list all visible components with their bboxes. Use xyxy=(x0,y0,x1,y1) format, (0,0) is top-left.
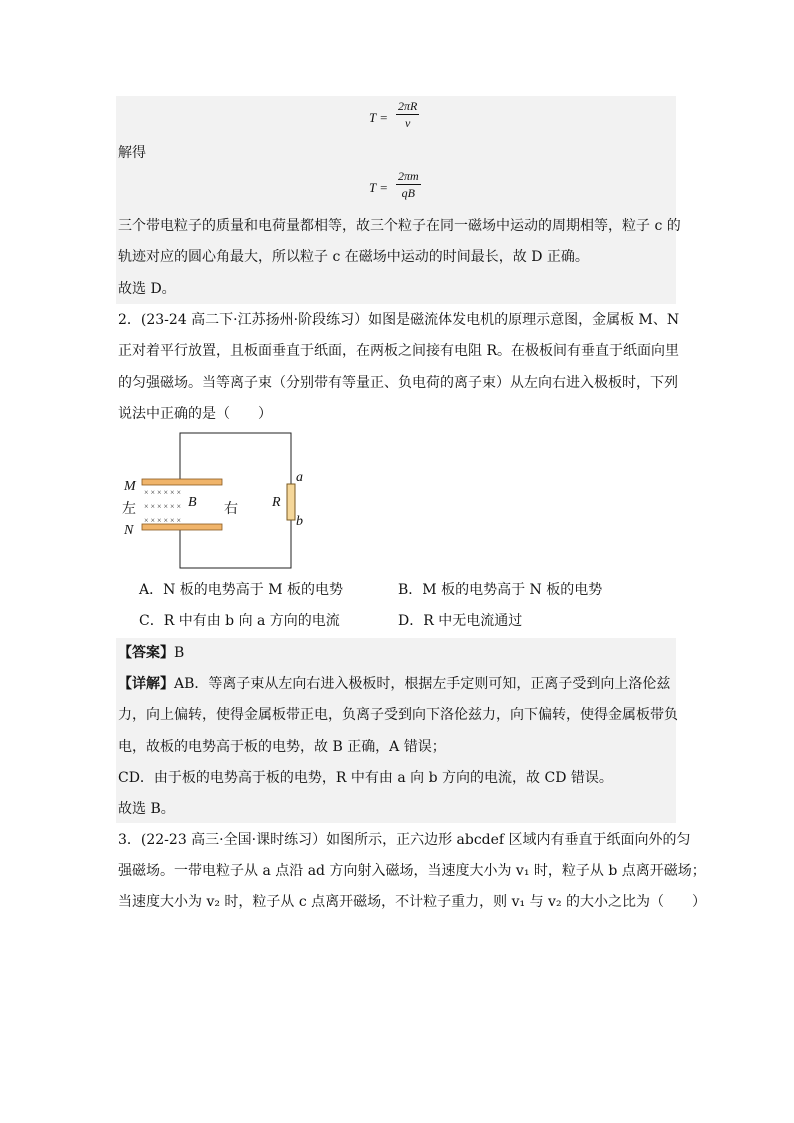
label-B: B xyxy=(188,495,197,510)
field-cross-row-1: × × × × × × xyxy=(144,488,182,497)
question-2-line-4: 说法中正确的是（ ） xyxy=(118,406,272,422)
option-D[interactable]: D．R 中无电流通过 xyxy=(398,613,523,629)
question-2-line-1: 2．(23-24 高二下·江苏扬州·阶段练习）如图是磁流体发电机的原理示意图，金属板 M、N xyxy=(118,312,680,328)
formula-period-result-fraction xyxy=(396,169,421,201)
fraction-numerator: 2πm xyxy=(398,169,419,183)
detail-tag: 【详解】 xyxy=(118,676,174,692)
answer-value: B xyxy=(174,645,185,661)
solution-paragraph-line-1: 三个带电粒子的质量和电荷量都相等，故三个粒子在同一磁场中运动的周期相等，粒子 c 的 xyxy=(118,218,681,234)
fraction-numerator: 2πR xyxy=(398,99,418,113)
field-cross-row-3: × × × × × × xyxy=(144,516,182,525)
solution-conclusion: 故选 D。 xyxy=(118,281,176,297)
mhd-generator-figure xyxy=(118,428,318,570)
formula-period-fraction xyxy=(396,99,419,131)
detail-line-2: 力，向上偏转，使得金属板带正电，负离子受到向下洛伦兹力，向下偏转，使得金属板带负 xyxy=(118,707,678,723)
fraction-denominator: v xyxy=(405,116,411,130)
label-R: R xyxy=(272,495,281,510)
detail-text-1: AB．等离子束从左向右进入极板时，根据左手定则可知，正离子受到向上洛伦兹 xyxy=(174,676,671,692)
answer-tag: 【答案】 xyxy=(118,645,174,661)
detail-line-3: 电，故板的电势高于板的电势，故 B 正确，A 错误； xyxy=(118,739,446,755)
option-B[interactable]: B．M 板的电势高于 N 板的电势 xyxy=(398,582,603,598)
question-2-line-3: 的匀强磁场。当等离子束（分别带有等量正、负电荷的离子束）从左向右进入极板时，下列 xyxy=(118,375,678,391)
detail-line-1 xyxy=(118,673,670,695)
question-3-line-1: 3．(22-23 高三·全国·课时练习）如图所示，正六边形 abcdef 区域内有垂直于纸面向外的匀 xyxy=(118,832,691,848)
option-A[interactable]: A．N 板的电势高于 M 板的电势 xyxy=(139,582,344,598)
label-M: M xyxy=(124,479,136,494)
formula-period-lhs: T = xyxy=(369,110,389,125)
question-3-line-3: 当速度大小为 v₂ 时，粒子从 c 点离开磁场，不计粒子重力，则 v₁ 与 v₂ 的大小之比为（ ） xyxy=(118,894,707,910)
resistor-R xyxy=(287,484,295,520)
answer-shade xyxy=(116,638,676,823)
answer-line xyxy=(118,642,184,664)
solve-label: 解得 xyxy=(118,145,146,161)
formula-period-result-lhs: T = xyxy=(369,180,389,195)
solution-paragraph-line-2: 轨迹对应的圆心角最大，所以粒子 c 在磁场中运动的时间最长，故 D 正确。 xyxy=(118,249,589,265)
label-a: a xyxy=(296,470,303,485)
label-N: N xyxy=(124,523,134,538)
label-b: b xyxy=(296,514,303,529)
fraction-denominator: qB xyxy=(401,186,416,200)
plate-M xyxy=(142,479,222,485)
label-right: 右 xyxy=(224,502,238,517)
circuit-wire-top xyxy=(180,433,291,484)
question-2-line-2: 正对着平行放置，且板面垂直于纸面，在两板之间接有电阻 R。在极板间有垂直于纸面向里 xyxy=(118,343,679,359)
question-3-line-2: 强磁场。一带电粒子从 a 点沿 ad 方向射入磁场，当速度大小为 v₁ 时，粒子从 b 点离开磁场； xyxy=(118,863,706,879)
field-cross-row-2: × × × × × × xyxy=(144,502,182,511)
option-C[interactable]: C．R 中有由 b 向 a 方向的电流 xyxy=(139,613,340,629)
label-left: 左 xyxy=(122,502,136,517)
detail-line-4: CD．由于板的电势高于板的电势，R 中有由 a 向 b 方向的电流，故 CD 错误。 xyxy=(118,770,613,786)
answer-conclusion: 故选 B。 xyxy=(118,801,175,817)
